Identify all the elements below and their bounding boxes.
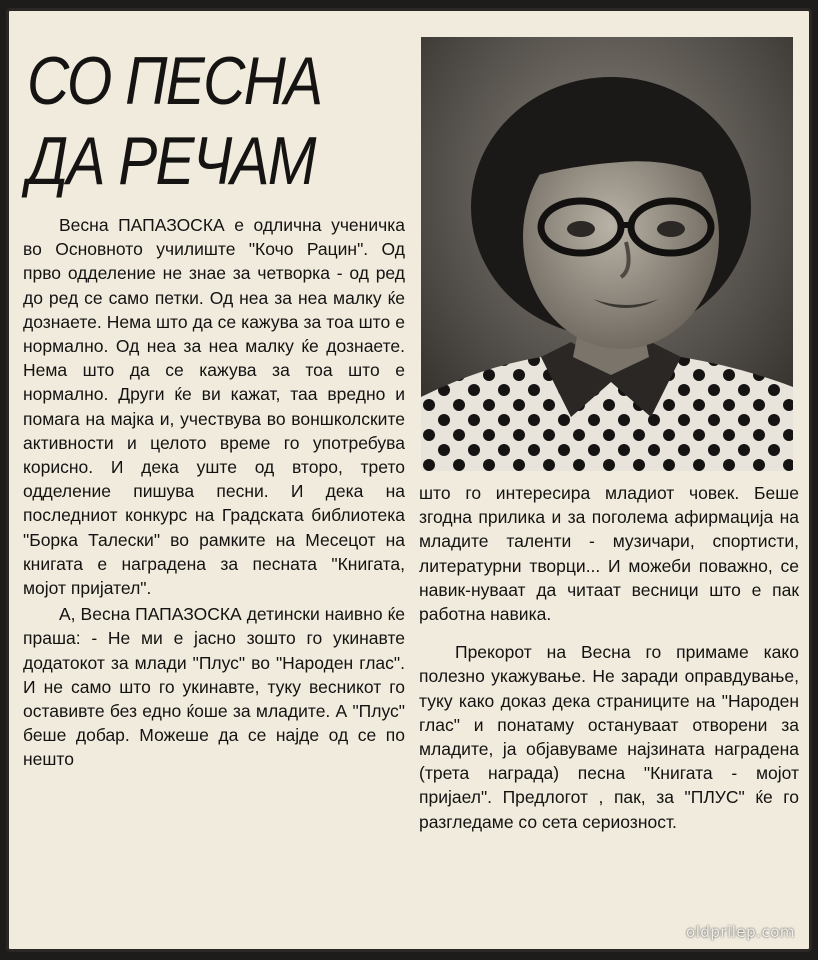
right-column [419,481,799,834]
headline [27,41,362,201]
portrait-image [421,37,793,471]
right-paragraph-1: што го интересира младиот човек. Беше згодна прилика и за поголема афирмација на младите таленти - музичари, спортисти, литературни творци... И можеби поважно, се навик-нуваат да читаат весници што е пак работна навика. [419,483,799,625]
left-paragraph-1: Весна ПАПАЗОСКА е одлична ученичка во Основното училиште "Кочо Рацин". Од прво одделение не знае за четворка - од ред до ред се само петки. Од неа за неа малку ќе дознаете. Нема што да се кажува за тоа што е нормално. Од неа за неа малку ќе дознаете. Нема што да се кажува за тоа што е нормално. Други ќе ви кажат, таа вредно и помага на мајка и, учествува во воншколските активности и целото време го употребува корисно. И дека уште од второ, трето одделение пишува песни. И дека на последниот конкурс на Градската библиотека "Борка Талески" во рамките на Месецот на книгата е наградена за песната "Книгата, мојот пријател". [23,215,405,599]
right-paragraph-2: Прекорот на Весна го примаме како полезно укажување. Не заради оправдување, туку како доказ дека страниците на "Народен глас" и понатаму остануваат отворени за младите, ја објавуваме најзината наградена (трета награда) песна "Книгата - мојот пријаел". Предлогот , пак, за "ПЛУС" ќе го разгледаме со сета сериозност. [419,642,799,832]
headline-line-2: ДА РЕЧАМ [27,123,315,199]
headline-line-1: СО ПЕСНА [27,43,322,119]
left-column [23,213,405,772]
newspaper-clipping [6,8,812,952]
left-paragraph-2: А, Весна ПАПАЗОСКА детински наивно ќе праша: - Не ми е јасно зошто го укинавте додатокот за млади "Плус" во "Народен глас". И не само што го укинавте, туку весникот го оставивте без едно ќоше за младите. А "Плус" беше добар. Можеше да се најде од се по нешто [23,604,405,770]
portrait-photo [421,37,793,471]
watermark: oldprilep.com [686,923,795,941]
